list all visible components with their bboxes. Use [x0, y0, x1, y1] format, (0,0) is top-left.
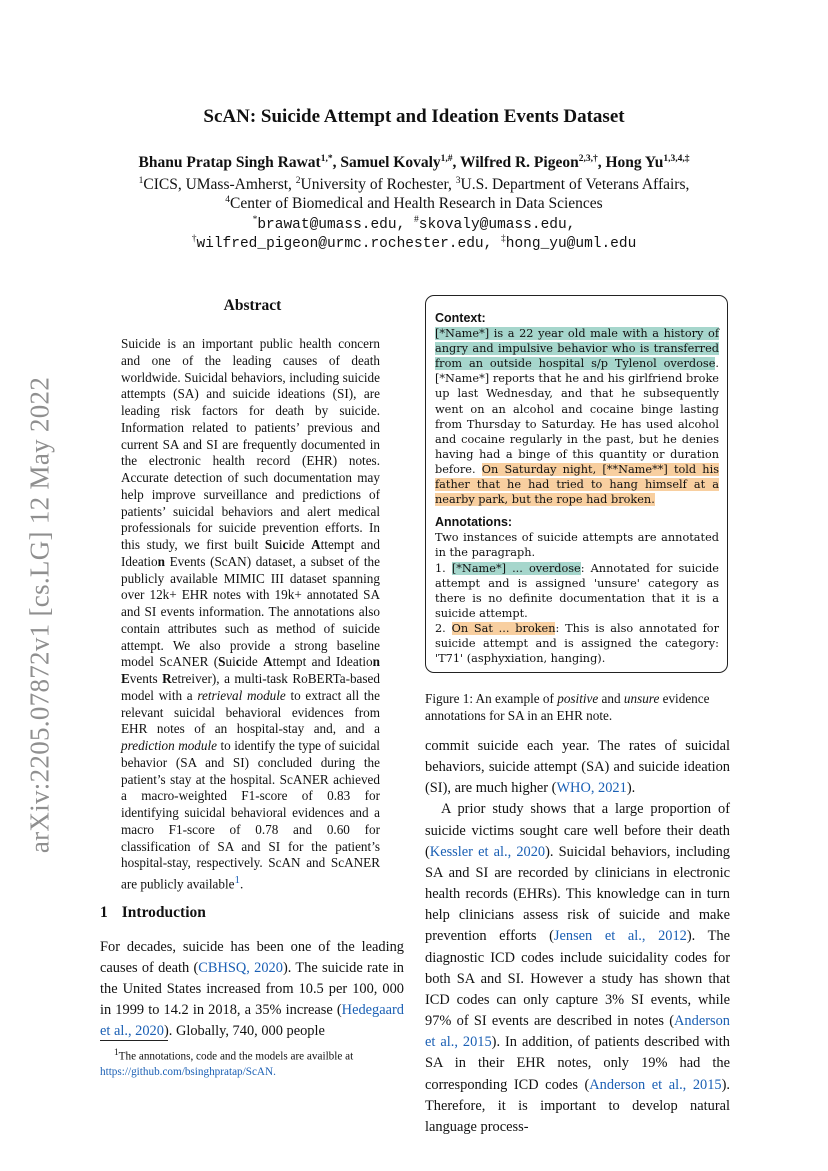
acronym-letter: S [264, 537, 273, 552]
affiliation-line [0, 195, 828, 213]
highlight-unsure-evidence: [*Name*] is a 22 year old male with a history of angry and impulsive behavior who is transferred from an outside hospital s/p Tylenol overdose [435, 327, 719, 371]
body-text: commit suicide each year. The rates of suicidal behaviors, suicide attempt (SA) and suicide ideation (SI), are much higher ( [425, 738, 730, 797]
author-name: Wilfred R. Pigeon [460, 154, 579, 172]
email-mark: ‡ [501, 234, 506, 244]
figure-content [435, 311, 719, 666]
acronym-letter: R [162, 671, 172, 686]
abstract-text: ide [288, 537, 312, 552]
abstract-text: . [240, 876, 244, 892]
abstract-text: ui [225, 654, 236, 670]
section-title: Introduction [121, 904, 206, 921]
citation-link[interactable]: WHO, 2021 [556, 780, 627, 797]
abstract-text: Suicide is an important public health concern and one of the leading causes of death worldwide. Suicidal behaviors, including suicide attempts (SA) and suicide ideations (SI), are leading risk factors for death by suicide. Information related to patients’ previous and current SA and SI are frequently documented in the electronic health record (EHR) notes. Accurate detection of such documentation may help improve surveillance and predictions of patients’ suicidal behaviors and alert medical professionals for suicide prevention efforts. In this study, we first built [121, 336, 380, 552]
footnote-marker-link[interactable]: 1 [234, 874, 241, 886]
email-mark: † [191, 234, 197, 244]
affiliation-line [0, 176, 828, 194]
affiliation-mark: 1 [138, 176, 144, 186]
affiliation-mark: 4 [225, 195, 230, 205]
intro-paragraph [100, 937, 404, 1042]
annotation-text: : This is also annotated for suicide attempt and is assigned the category: 'T71' (asphyxiation, hanging). [435, 621, 719, 666]
body-text: ). Therefore, it is important to develop natural language process- [425, 1076, 730, 1135]
author-name: Hong Yu [605, 154, 664, 172]
citation-link[interactable]: CBHSQ, 2020 [198, 960, 283, 976]
annotation-number: 2. [435, 621, 452, 635]
author-separator: , [332, 154, 341, 172]
body-text: ). The suicide rate in the United States increased from 10.5 per 100, 000 in 1999 to 14.2 in 2018, a 35% increase ( [100, 960, 405, 1018]
arxiv-stamp-text: arXiv:2205.07872v1 [cs.LG] 12 May 2022 [24, 376, 55, 854]
annotation-number: 1. [435, 561, 452, 575]
abstract-text: Events (ScAN) dataset, a subset of the publicly available MIMIC III dataset spanning over 12k+ EHR notes with 19k+ annotated SA and SI events information. The annotations also contain attributes such as method of suicide attempt. We also provide a strong baseline model ScANER ( [121, 553, 380, 670]
body-paragraph [425, 799, 730, 1138]
abstract-text: to identify the type of suicidal behavior (SA and SI) concluded during the patient’s stay at the hospital. ScANER achieved a macro-weighted F1-score of 0.83 for identifying suicidal behavioral evidences and a macro F1-score of 0.78 and 0.60 for classification of SA and SI for the patient’s hospital-stay, respectively. ScAN and ScANER are publicly available [121, 738, 380, 892]
caption-italic: unsure [623, 691, 660, 706]
abstract-italic: prediction module [121, 738, 218, 753]
caption-italic: positive [557, 691, 599, 706]
right-column-body [425, 736, 730, 1138]
caption-text: evidence annotations for SA in an EHR note. [425, 691, 710, 723]
email-address: brawat@umass.edu, [257, 216, 414, 233]
abstract-text: ide [241, 654, 264, 670]
context-label: Context: [435, 311, 486, 325]
acronym-letter: S [218, 654, 226, 670]
affiliation-text: University of Rochester, [300, 176, 456, 194]
abstract-text: ttempt and Ideatio [121, 537, 380, 569]
body-text: ). In addition, of patients described with SA in their EHR notes, only 19% had the corresponding ICD codes ( [425, 1034, 730, 1093]
abstract-italic: retrieval module [197, 687, 286, 703]
email-address: skovaly@umass.edu, [418, 216, 576, 233]
abstract-text: ttempt and Ideatio [272, 654, 373, 670]
abstract-text: to extract all the relevant suicidal behavioral evidences from EHR notes of an hospital-stay and, and a [121, 687, 380, 737]
email-line [0, 215, 828, 233]
annotation-item [435, 561, 719, 621]
affiliation-mark: 2 [295, 176, 301, 186]
acronym-letter: E [121, 671, 130, 686]
body-text: ). The diagnostic ICD codes include suicidality codes for both SA and SI. However a study has shown that ICD codes can only capture 3% SI events, while 97% of SI events are described in notes ( [425, 928, 731, 1030]
caption-text: Figure 1: An example of [425, 691, 558, 706]
email-address: hong_yu@uml.edu [505, 235, 637, 252]
acronym-letter: A [311, 537, 321, 552]
abstract-text: etreiver), a multi-task RoBERTa-based model with a [121, 671, 380, 703]
annotations-intro: Two instances of suicide attempts are annotated in the paragraph. [435, 531, 719, 560]
acronym-letter: A [263, 654, 273, 670]
context-paragraph [435, 326, 719, 507]
acronym-letter: c [282, 537, 289, 552]
footnote-text: The annotations, code and the models are availble at [118, 1050, 354, 1063]
affiliation-text: Center of Biomedical and Health Research in Data Sciences [230, 195, 603, 213]
email-address: wilfred_pigeon@urmc.rochester.edu, [196, 235, 502, 252]
figure-caption [425, 690, 731, 724]
body-text: A prior study shows that a large proportion of suicide victims sought care well before their death ( [425, 801, 730, 860]
citation-link[interactable]: Anderson et al., 2015 [425, 1013, 730, 1051]
annotation-span-positive: On Sat ... broken [451, 621, 556, 635]
annotation-item [435, 621, 719, 666]
author-superscript: 1,# [440, 154, 453, 164]
acronym-letter: n [157, 553, 165, 569]
abstract-text: vents [129, 671, 163, 686]
abstract-text: ui [272, 537, 283, 552]
citation-link[interactable]: Hedegaard et al., 2020 [100, 1002, 404, 1039]
author-superscript: 1,3,4,‡ [663, 154, 690, 164]
author-name: Bhanu Pratap Singh Rawat [138, 154, 321, 172]
body-text: ). Suicidal behaviors, including SA and SI are recorded by clinicians in electronic health records (EHRs). This knowledge can in turn help clinicians assess risk of suicide and make prevention efforts ( [425, 843, 730, 945]
footnote-url-link[interactable]: https://github.com/bsinghpratap/ScAN. [100, 1065, 276, 1078]
author-separator: , [597, 154, 606, 172]
highlight-positive-evidence: On Saturday night, [**Name**] told his father that he had tried to hang himself at a nearby park, but the rope had broken. [435, 462, 719, 507]
footnote-divider [100, 1040, 168, 1041]
body-paragraph [425, 736, 730, 799]
email-line [0, 234, 828, 252]
citation-link[interactable]: Anderson et al., 2015 [589, 1076, 722, 1093]
paper-title: ScAN: Suicide Attempt and Ideation Events Dataset [203, 106, 625, 127]
body-text: ). [626, 780, 636, 797]
affiliation-text: U.S. Department of Veterans Affairs, [460, 176, 690, 194]
abstract-body [121, 336, 380, 893]
annotations-label: Annotations: [435, 515, 513, 530]
arxiv-stamp [18, 355, 62, 875]
section-heading [100, 904, 206, 922]
author-name: Samuel Kovaly [340, 154, 441, 172]
body-text: For decades, suicide has been one of the leading causes of death ( [100, 939, 404, 976]
citation-link[interactable]: Kessler et al., 2020 [429, 843, 546, 860]
author-superscript: 1,* [320, 154, 333, 164]
author-separator: , [452, 154, 461, 172]
acronym-letter: n [372, 654, 380, 670]
section-number: 1 [100, 904, 108, 921]
author-superscript: 2,3,† [578, 154, 598, 164]
acronym-letter: c [235, 654, 242, 670]
author-list [0, 154, 828, 172]
body-text: ). Globally, 740, 000 people [163, 1023, 325, 1039]
email-mark: # [414, 215, 419, 225]
email-mark: * [252, 215, 258, 225]
annotation-span-unsure: [*Name*] ... overdose [451, 561, 581, 575]
annotation-text: : Annotated for suicide attempt and is assigned 'unsure' category as there is no definite documentation that it is a suicide attempt. [435, 561, 719, 620]
affiliation-mark: 3 [455, 176, 461, 186]
footnote-number: 1 [114, 1048, 119, 1058]
abstract-heading: Abstract [223, 297, 282, 314]
affiliation-text: CICS, UMass-Amherst, [143, 176, 296, 194]
context-text: . [*Name*] reports that he and his girlfriend broke up last Wednesday, and that he subsequently went on an alcohol and cocaine binge lasting from Thursday to Saturday. He has used alcohol and cocaine regularly in the past, but he denies having had a binge of this quantity or duration before. [435, 357, 719, 476]
footnote [100, 1046, 406, 1080]
citation-link[interactable]: Jensen et al., 2012 [553, 928, 687, 945]
caption-text: and [598, 691, 624, 706]
